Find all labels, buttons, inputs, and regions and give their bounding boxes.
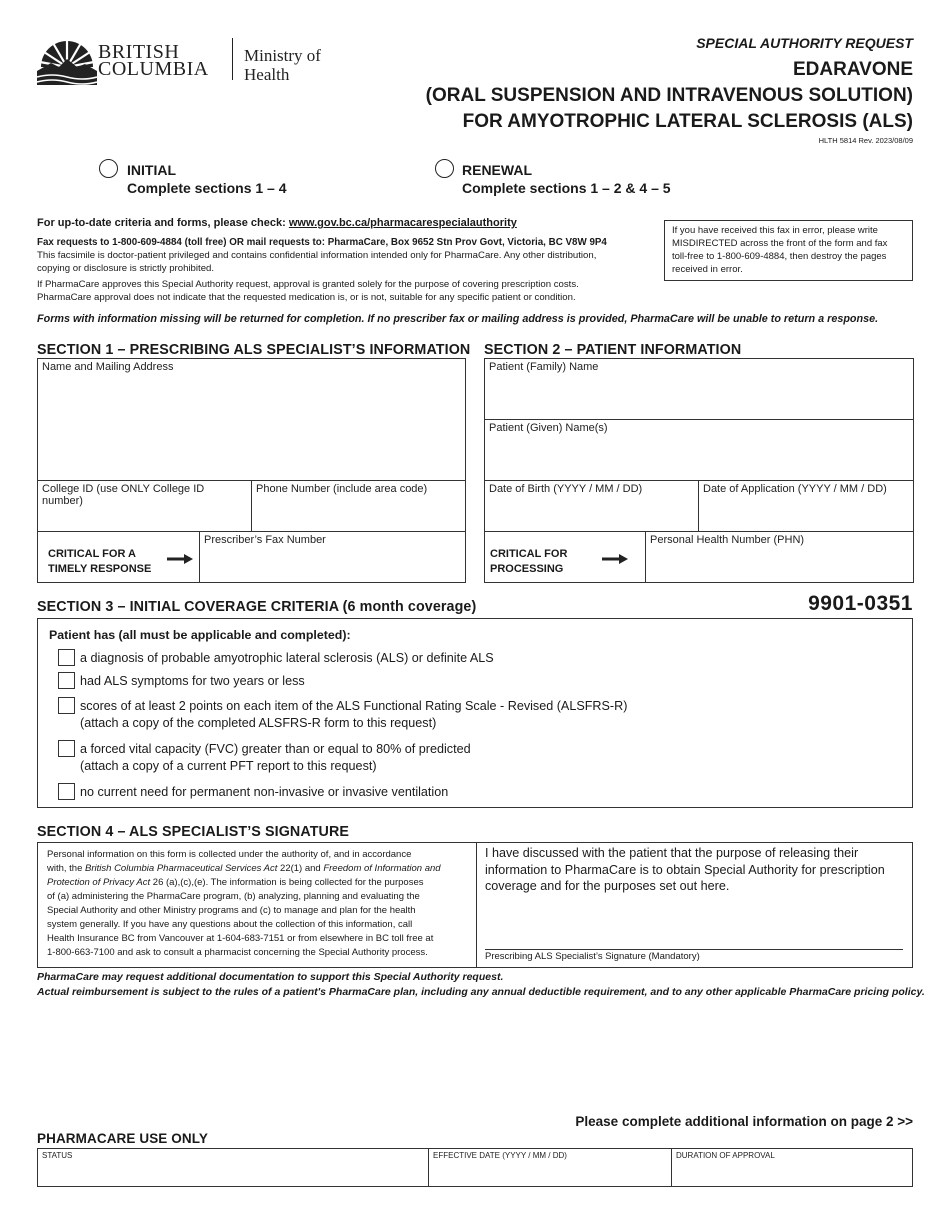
privacy-2a: with, the xyxy=(47,863,86,874)
section-1-heading: SECTION 1 – PRESCRIBING ALS SPECIALIST’S INFORMATION xyxy=(37,342,471,358)
signature-line[interactable] xyxy=(485,949,903,950)
consent-statement xyxy=(485,845,910,895)
criterion-3-line-1: scores of at least 2 points on each item of the ALS Functional Rating Scale - Revised (ALSFRS-R) xyxy=(80,699,628,713)
phn-label: Personal Health Number (PHN) xyxy=(650,534,805,546)
criteria-line xyxy=(37,216,657,231)
duration-field[interactable] xyxy=(672,1149,912,1186)
family-name-field[interactable] xyxy=(485,359,913,420)
privacy-line-2 xyxy=(47,862,467,876)
phone-label: Phone Number (include area code) xyxy=(256,483,428,495)
criterion-5-checkbox[interactable] xyxy=(58,783,75,800)
initial-option xyxy=(127,161,287,197)
ministry-line-2: Health xyxy=(244,65,290,84)
prescriber-fax-field[interactable] xyxy=(199,532,466,582)
effective-date-label: EFFECTIVE DATE (YYYY / MM / DD) xyxy=(433,1151,567,1160)
criterion-1-checkbox[interactable] xyxy=(58,649,75,666)
approval-line-2: PharmaCare approval does not indicate that the requested medication is, or is not, suitable for any specific patient or condition. xyxy=(37,292,576,303)
footer-note-2: Actual reimbursement is subject to the rules of a patient's PharmaCare plan, including any annual deductible requirement, and to any other applicable PharmaCare pricing policy. xyxy=(37,986,925,998)
form-title xyxy=(426,57,913,135)
approval-line-1: If PharmaCare approves this Special Authority request, approval is granted solely for the purpose of covering prescription costs. xyxy=(37,279,579,290)
continue-page-2: Please complete additional information on page 2 >> xyxy=(575,1114,913,1129)
family-name-label: Patient (Family) Name xyxy=(489,361,599,373)
criteria-intro: Patient has (all must be applicable and completed): xyxy=(49,628,351,642)
given-name-label: Patient (Given) Name(s) xyxy=(489,422,608,434)
phn-field[interactable] xyxy=(645,532,913,582)
section-3-heading: SECTION 3 – INITIAL COVERAGE CRITERIA (6 month coverage) xyxy=(37,599,477,615)
special-authority-code: 9901-0351 xyxy=(808,592,913,615)
section-3-box xyxy=(37,618,913,808)
arrow-right-icon xyxy=(602,553,628,565)
privacy-line-4: of (a) administering the PharmaCare program, (b) analyzing, planning and evaluating the xyxy=(47,891,420,902)
logo-line-1: BRITISH xyxy=(98,41,180,63)
logo-divider xyxy=(232,38,233,80)
section-4-box xyxy=(37,842,913,968)
criterion-5-text xyxy=(80,784,448,801)
footer-notes xyxy=(37,970,925,1000)
pharmacare-use-box xyxy=(37,1148,913,1187)
application-date-field[interactable] xyxy=(699,481,913,532)
criterion-1-text xyxy=(80,650,494,667)
missing-info-warning: Forms with information missing will be returned for completion. If no prescriber fax or mailing address is provided, PharmaCare will be unable to return a response. xyxy=(37,313,879,325)
criterion-2-text xyxy=(80,673,305,690)
criterion-3-text xyxy=(80,698,627,732)
section-4-divider xyxy=(476,843,477,967)
criterion-5-line-1: no current need for permanent non-invasive or invasive ventilation xyxy=(80,785,449,799)
college-id-label: College ID (use ONLY College ID number) xyxy=(42,483,205,507)
title-line-3: FOR AMYOTROPHIC LATERAL SCLEROSIS (ALS) xyxy=(462,111,913,132)
criterion-4-line-1: a forced vital capacity (FVC) greater than or equal to 80% of predicted xyxy=(80,742,471,756)
criteria-prefix: For up-to-date criteria and forms, please check: xyxy=(37,217,289,229)
privacy-2d: Freedom of Information and xyxy=(323,863,441,874)
privacy-3a: Protection of Privacy Act xyxy=(47,877,151,888)
criterion-4-line-2: (attach a copy of a current PFT report to this request) xyxy=(80,759,377,773)
critical-processing-label xyxy=(490,547,567,577)
effective-date-field[interactable] xyxy=(429,1149,672,1186)
misdirected-notice: If you have received this fax in error, please write MISDIRECTED across the front of the form and fax toll-free to 1-800-609-4884, then destroy the pages received in error. xyxy=(664,220,913,281)
dob-label: Date of Birth (YYYY / MM / DD) xyxy=(489,483,643,495)
section-2-heading: SECTION 2 – PATIENT INFORMATION xyxy=(484,342,742,358)
consent-line-3: coverage and for the purposes set out here. xyxy=(485,879,730,893)
privacy-2b: British Columbia Pharmaceutical Services Act xyxy=(85,863,278,874)
critical-proc-line-2: PROCESSING xyxy=(490,563,564,575)
privacy-line-3 xyxy=(47,876,467,890)
name-address-label: Name and Mailing Address xyxy=(42,361,174,373)
info-block xyxy=(37,216,657,304)
form-type: SPECIAL AUTHORITY REQUEST xyxy=(696,35,913,51)
pharmacare-use-only-heading: PHARMACARE USE ONLY xyxy=(37,1131,208,1146)
privileged-line-1: This facsimile is doctor-patient privileged and contains confidential information intended only for PharmaCare. Any other distribution, xyxy=(37,250,597,261)
critical-response-label xyxy=(48,547,151,577)
name-address-field[interactable] xyxy=(38,359,466,481)
title-line-1: EDARAVONE xyxy=(793,59,913,80)
signature-label: Prescribing ALS Specialist’s Signature (Mandatory) xyxy=(485,951,700,962)
criterion-2-checkbox[interactable] xyxy=(58,672,75,689)
fax-line: Fax requests to 1-800-609-4884 (toll free) OR mail requests to: PharmaCare, Box 9652 Stn Prov Govt, Victoria, BC V8W 9P4 xyxy=(37,237,607,248)
renewal-label: RENEWAL xyxy=(462,162,532,178)
renewal-radio[interactable] xyxy=(435,159,454,178)
critical-proc-line-1: CRITICAL FOR xyxy=(490,548,568,560)
criterion-3-line-2: (attach a copy of the completed ALSFRS-R form to this request) xyxy=(80,716,437,730)
bc-logo-text xyxy=(98,41,209,80)
phone-field[interactable] xyxy=(252,481,466,532)
criteria-link[interactable]: www.gov.bc.ca/pharmacarespecialauthority xyxy=(288,217,517,229)
privacy-line-7: Health Insurance BC from Vancouver at 1-604-683-7151 or from elsewhere in BC toll free at xyxy=(47,933,434,944)
privacy-line-5: Special Authority and other Ministry programs and (c) to manage and plan for the health xyxy=(47,905,416,916)
footer-note-1: PharmaCare may request additional documentation to support this Special Authority request. xyxy=(37,971,504,983)
critical-line-2: TIMELY RESPONSE xyxy=(48,563,152,575)
renewal-option xyxy=(462,161,671,197)
status-field[interactable] xyxy=(38,1149,429,1186)
title-line-2: (ORAL SUSPENSION AND INTRAVENOUS SOLUTION) xyxy=(425,85,913,106)
criterion-1-line-1: a diagnosis of probable amyotrophic lateral sclerosis (ALS) or definite ALS xyxy=(80,651,494,665)
prescriber-fax-label: Prescriber’s Fax Number xyxy=(204,534,326,546)
initial-radio[interactable] xyxy=(99,159,118,178)
duration-label: DURATION OF APPROVAL xyxy=(676,1151,775,1160)
criterion-4-text xyxy=(80,741,471,775)
renewal-sublabel: Complete sections 1 – 2 & 4 – 5 xyxy=(462,180,671,196)
consent-line-1: I have discussed with the patient that the purpose of releasing their xyxy=(485,846,859,860)
bc-sun-logo-icon xyxy=(37,37,97,85)
college-id-field[interactable] xyxy=(38,481,252,532)
privileged-line-2: copying or disclosure is strictly prohibited. xyxy=(37,263,215,274)
critical-line-1: CRITICAL FOR A xyxy=(48,548,136,560)
criterion-2-line-1: had ALS symptoms for two years or less xyxy=(80,674,305,688)
ministry-name xyxy=(244,46,321,84)
application-date-label: Date of Application (YYYY / MM / DD) xyxy=(703,483,887,495)
section-1-box xyxy=(37,358,466,583)
section-4-heading: SECTION 4 – ALS SPECIALIST’S SIGNATURE xyxy=(37,824,350,840)
status-label: STATUS xyxy=(42,1151,73,1160)
initial-label: INITIAL xyxy=(127,162,176,178)
privacy-2c: 22(1) and xyxy=(277,863,324,874)
privacy-line-1: Personal information on this form is collected under the authority of, and in accordance xyxy=(47,849,412,860)
privacy-3b: 26 (a),(c),(e). The information is being collected for the purposes xyxy=(150,877,424,888)
criterion-3-checkbox[interactable] xyxy=(58,697,75,714)
arrow-right-icon xyxy=(167,553,193,565)
form-number: HLTH 5814 Rev. 2023/08/09 xyxy=(818,136,913,145)
consent-line-2: information to PharmaCare is to obtain Special Authority for prescription xyxy=(485,862,885,877)
logo-line-2: COLUMBIA xyxy=(98,58,209,80)
privacy-line-8: 1-800-663-7100 and ask to consult a pharmacist concerning the Special Authority process. xyxy=(47,947,428,958)
dob-field[interactable] xyxy=(485,481,699,532)
privacy-notice xyxy=(47,848,467,960)
given-name-field[interactable] xyxy=(485,420,913,481)
initial-sublabel: Complete sections 1 – 4 xyxy=(127,180,287,196)
privacy-line-6: system generally. If you have any questions about the collection of this information, call xyxy=(47,919,413,930)
criterion-4-checkbox[interactable] xyxy=(58,740,75,757)
section-2-box xyxy=(484,358,914,583)
ministry-line-1: Ministry of xyxy=(244,46,321,65)
